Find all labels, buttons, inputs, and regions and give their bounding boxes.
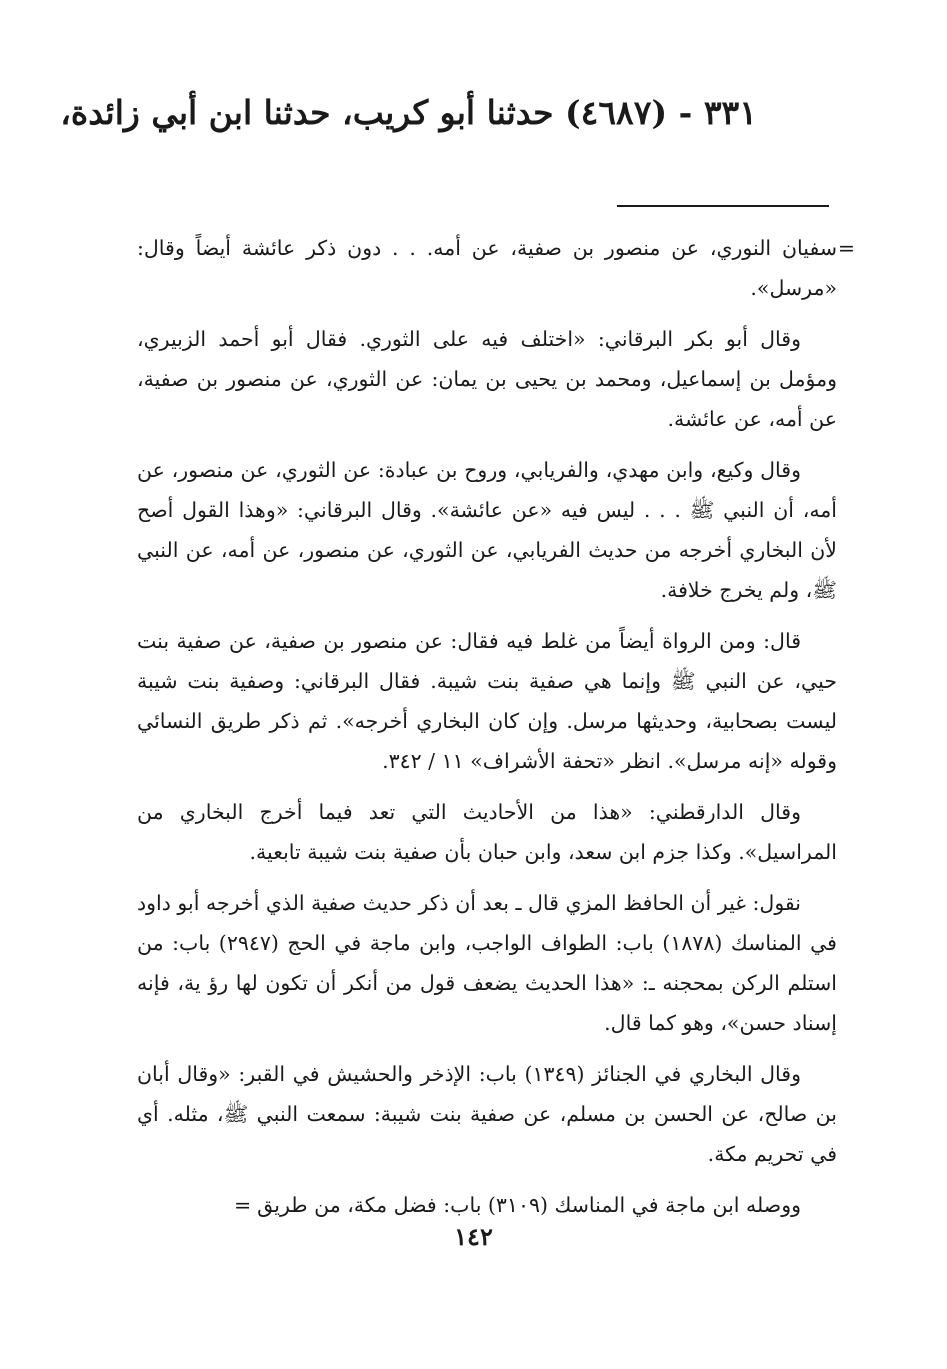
footnote-paragraph: وقال أبو بكر البرقاني: «اختلف فيه على الثوري. فقال أبو أحمد الزبيري، ومؤمل بن إسماعيل، ومحمد بن يحيى بن يمان: عن الثوري، عن منصور بن صفية، عن أمه، عن عائشة.	[137, 327, 837, 431]
footnote-separator	[617, 205, 829, 207]
page-number: ١٤٢	[454, 1222, 493, 1251]
footnote-paragraph	[137, 1185, 837, 1225]
footnote-text: ووصله ابن ماجة في المناسك (٣١٠٩) باب: فضل مكة، من طريق	[257, 1193, 801, 1217]
continuation-mark-start: =	[837, 236, 855, 260]
footnote-paragraph: وقال وكيع، وابن مهدي، والفريابي، وروح بن عبادة: عن الثوري، عن منصور، عن أمه، أن النبي ﷺ . . . ليس فيه «عن عائشة». وقال البرقاني: «وهذا القول أصح لأن البخاري أخرجه من حديث الفريابي، عن الثوري، عن منصور، عن أمه، عن النبي ﷺ، ولم يخرج خلافة.	[137, 458, 837, 602]
footnote-paragraph	[137, 228, 855, 308]
footnotes-section	[137, 228, 855, 1236]
footnote-text: سفيان النوري، عن منصور بن صفية، عن أمه. . . دون ذكر عائشة أيضاً وقال: «مرسل».	[137, 236, 837, 300]
continuation-mark-end: =	[233, 1193, 252, 1217]
footnote-paragraph: نقول: غير أن الحافظ المزي قال ـ بعد أن ذكر حديث صفية الذي أخرجه أبو داود في المناسك (١٨٧٨) باب: الطواف الواجب، وابن ماجة في الحج (٢٩٤٧) باب: من استلم الركن بمحجنه ـ: «هذا الحديث يضعف قول من أنكر أن تكون لها رؤ ية، فإنه إسناد حسن»، وهو كما قال.	[137, 891, 837, 1035]
footnote-paragraph: وقال الدارقطني: «هذا من الأحاديث التي تعد فيما أخرج البخاري من المراسيل». وكذا جزم ابن سعد، وابن حبان بأن صفية بنت شيبة تابعية.	[137, 800, 837, 864]
hadith-heading: ٣٣١ - (٤٦٨٧) حدثنا أبو كريب، حدثنا ابن أبي زائدة،	[60, 93, 757, 132]
footnote-paragraph: وقال البخاري في الجنائز (١٣٤٩) باب: الإذخر والحشيش في القبر: «وقال أبان بن صالح، عن الحسن بن مسلم، عن صفية بنت شيبة: سمعت النبي ﷺ، مثله. أي في تحريم مكة.	[137, 1062, 837, 1166]
footnote-paragraph: قال: ومن الرواة أيضاً من غلط فيه فقال: عن منصور بن صفية، عن صفية بنت حيي، عن النبي ﷺ وإنما هي صفية بنت شيبة. فقال البرقاني: وصفية بنت شيبة ليست بصحابية، وحديثها مرسل. وإن كان البخاري أخرجه». ثم ذكر طريق النسائي وقوله «إنه مرسل». انظر «تحفة الأشراف» ١١ / ٣٤٢.	[137, 629, 837, 773]
